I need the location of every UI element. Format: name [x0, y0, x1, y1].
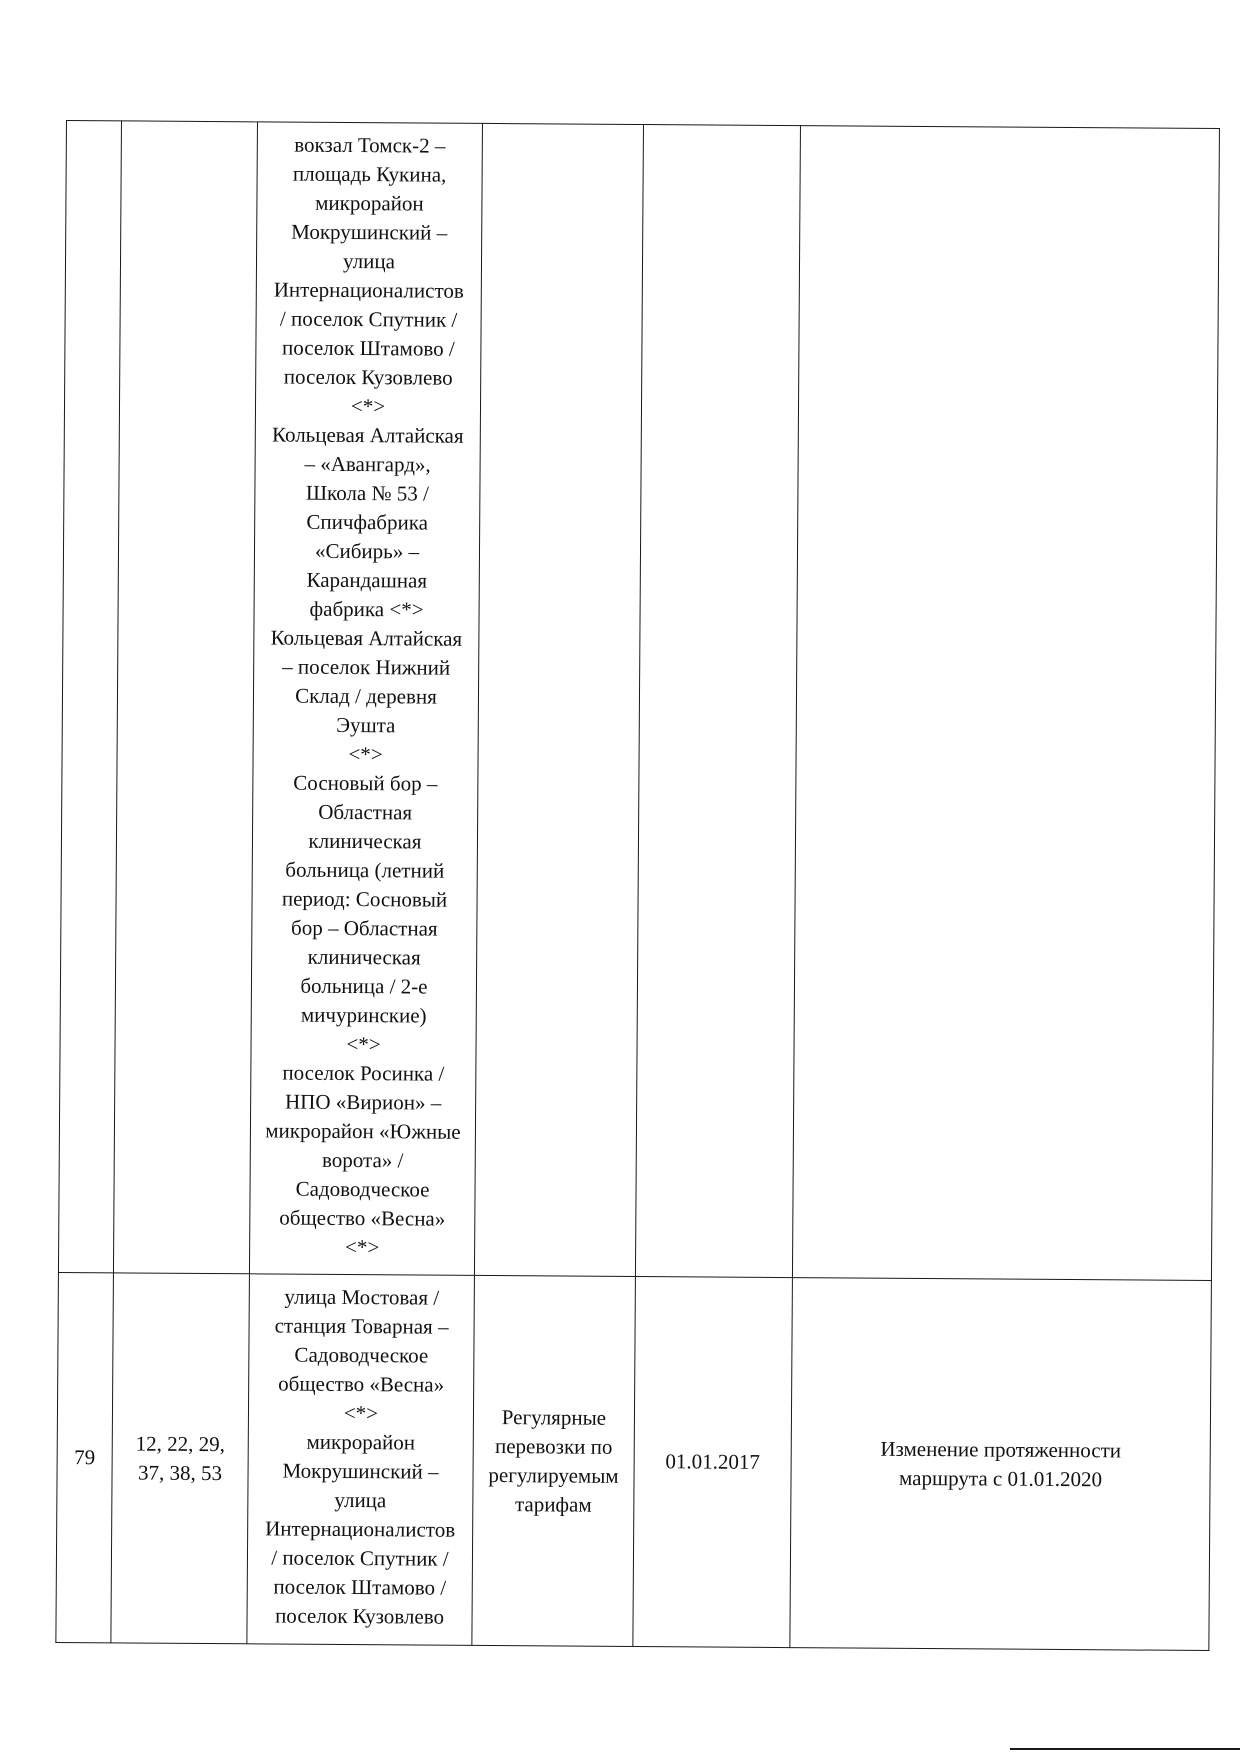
route-text-line: / поселок Спутник / [271, 1545, 449, 1571]
route-text-line: улица Мостовая / [284, 1284, 440, 1310]
note-line: Изменение протяженности [880, 1436, 1122, 1462]
route-text-line: общество «Весна» [279, 1205, 446, 1231]
route-text-line: микрорайон «Южные [265, 1118, 461, 1144]
table-row-79 [56, 1272, 1212, 1650]
note-cell [792, 126, 1219, 1281]
type-line: регулируемым [488, 1462, 619, 1488]
route-text-line: Мокрушинский – [282, 1458, 439, 1484]
route-text-line: / поселок Спутник / [279, 306, 458, 332]
route-text-line: микрорайон [306, 1429, 416, 1455]
route-text-line: станция Товарная – [274, 1313, 449, 1339]
route-text-line: бор – Областная [291, 915, 438, 941]
route-text-line: больница (летний [285, 857, 445, 883]
route-entry [255, 768, 473, 1060]
route-text-line: Эушта [336, 712, 396, 738]
transport-type-cell [474, 123, 643, 1276]
route-text-line: поселок Росинка / [282, 1060, 445, 1086]
route-entry [257, 623, 474, 770]
route-text-line: больница / 2-е [300, 973, 428, 999]
route-text-line: Интернационалистов [273, 277, 464, 303]
route-text-line: микрорайон [315, 190, 424, 216]
route-text-line: НПО «Вирион» – [284, 1089, 442, 1115]
lines-line: 12, 22, 29, [135, 1431, 225, 1456]
route-text-line: – «Авангард», [304, 451, 431, 477]
route-text-line: Сосновый бор – [293, 770, 438, 796]
route-text-line: Садоводческое [295, 1176, 430, 1202]
route-entry [251, 1427, 468, 1632]
route-marker: <*> [350, 393, 386, 419]
route-entry [253, 1282, 470, 1429]
route-text-line: Кольцевая Алтайская [270, 625, 463, 651]
route-text-line: мичуринские) [300, 1002, 427, 1028]
route-text-line: период: Сосновый [281, 886, 448, 912]
route-text-line: Садоводческое [294, 1342, 429, 1368]
route-marker: <*> [346, 1031, 381, 1057]
route-text-line: поселок Кузовлево [283, 364, 453, 390]
route-paths-cell [247, 1274, 475, 1646]
route-text-line: поселок Штамово / [273, 1574, 447, 1600]
route-text-line: клиническая [307, 944, 421, 970]
route-text-line: Интернационалистов [265, 1516, 456, 1542]
route-marker: <*> [348, 741, 383, 767]
route-text-line: поселок Кузовлево [275, 1603, 445, 1629]
start-date-cell [635, 125, 800, 1278]
route-text-line: площадь Кукина, [292, 161, 447, 187]
route-entry [260, 130, 478, 422]
note-line: маршрута с 01.01.2020 [898, 1465, 1103, 1491]
route-text-line: ворота» / [321, 1147, 404, 1173]
note-cell [790, 1278, 1212, 1651]
route-text-line: Карандашная [306, 567, 428, 593]
route-marker: <*> [344, 1234, 380, 1260]
route-text-line: Склад / деревня [295, 683, 437, 709]
route-marker: <*> [343, 1400, 379, 1426]
route-text-line: Кольцевая Алтайская [271, 422, 464, 448]
lines-line: 37, 38, 53 [137, 1460, 223, 1485]
route-lines-cell [113, 121, 257, 1274]
route-entry [254, 1058, 471, 1263]
route-number-cell [58, 121, 121, 1273]
route-text-line: клиническая [308, 828, 422, 854]
route-text-line: Спичфабрика [306, 509, 429, 535]
route-text-line: «Сибирь» – [314, 538, 420, 564]
route-text-line: вокзал Томск-2 – [294, 132, 446, 158]
route-text-line: – поселок Нижний [282, 654, 451, 680]
route-list [254, 130, 478, 1262]
route-paths-cell [249, 122, 482, 1276]
start-date-cell: 01.01.2017 [633, 1277, 793, 1648]
route-lines-cell [111, 1273, 250, 1644]
route-text-line: поселок Штамово / [281, 335, 455, 361]
page-footer-rule [1010, 1748, 1240, 1750]
route-text-line: улица [343, 248, 396, 274]
route-table [55, 120, 1220, 1651]
type-line: Регулярные [501, 1404, 607, 1430]
type-line: перевозки по [494, 1433, 613, 1459]
route-text-line: Мокрушинский – [291, 219, 448, 245]
route-list [251, 1282, 469, 1631]
table-row-continuation [58, 121, 1219, 1281]
type-line: тарифам [514, 1491, 592, 1517]
route-text-line: общество «Весна» [278, 1371, 445, 1397]
transport-type-cell [472, 1275, 636, 1646]
route-text-line: улица [334, 1487, 387, 1513]
route-text-line: Школа № 53 / [305, 480, 429, 506]
route-text-line: фабрика <*> [309, 596, 424, 622]
route-entry [258, 420, 475, 625]
route-number-cell: 79 [56, 1272, 114, 1642]
route-text-line: Областная [318, 799, 413, 825]
